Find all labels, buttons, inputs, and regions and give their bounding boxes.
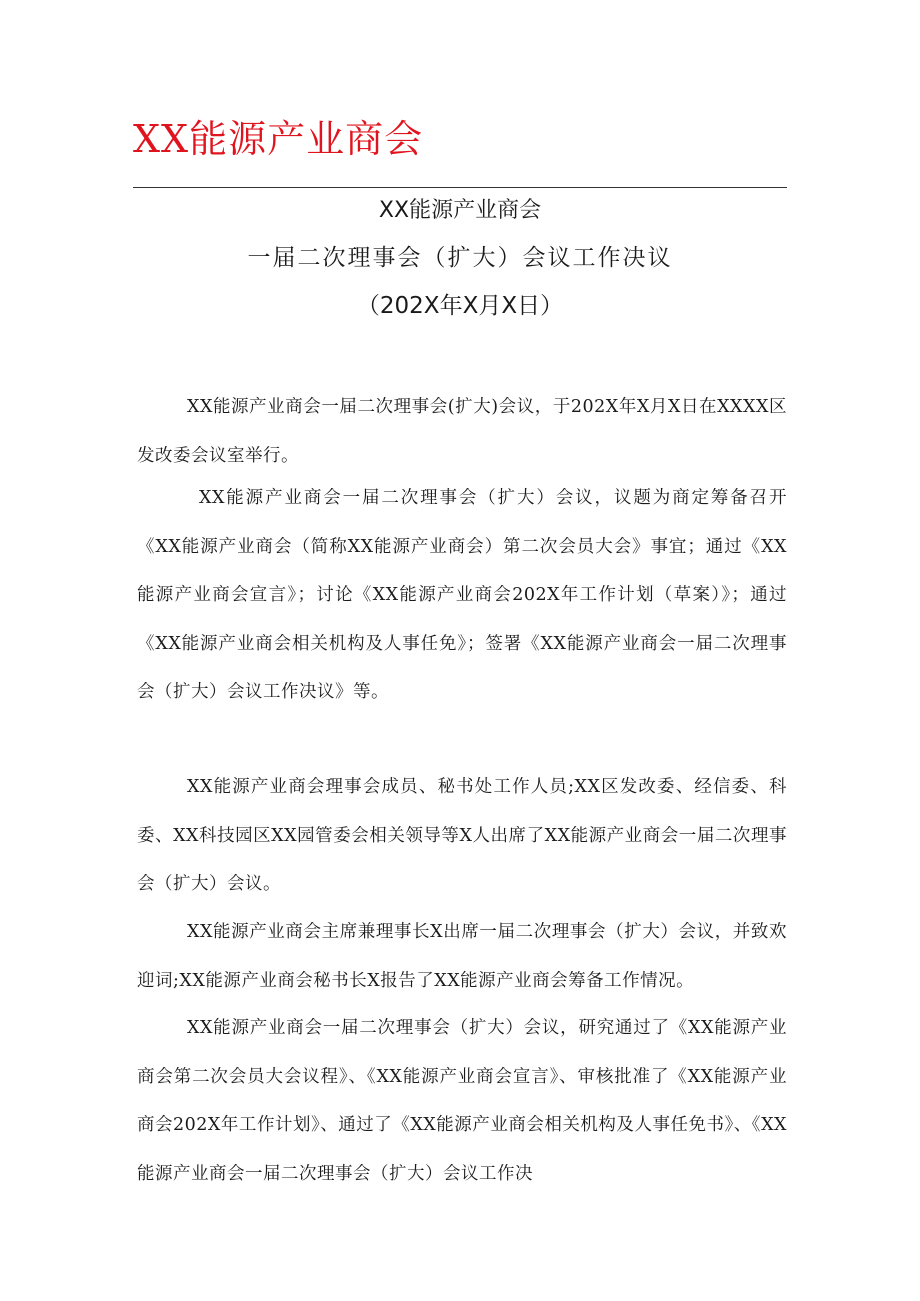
masthead-title: XX能源产业商会 xyxy=(133,117,424,161)
paragraph-meeting-info: XX能源产业商会一届二次理事会(扩大)会议，于202X年X月X日在XXXX区发改委会议室举行。 xyxy=(137,397,787,466)
paragraph-agenda: XX能源产业商会一届二次理事会（扩大）会议，议题为商定筹备召开《XX能源产业商会（简称XX能源产业商会）第二次会员大会》事宜；通过《XX能源产业商会宣言》；讨论《XX能源产业商会202X年工作计划（草案）》；通过《XX能源产业商会相关机构及人事任免》；签署《XX能源产业商会一届二次理事会（扩大）会议工作决议》等。 xyxy=(137,488,787,702)
document-meeting-title: 一届二次理事会（扩大）会议工作决议 xyxy=(247,245,673,271)
header-divider xyxy=(133,187,787,188)
paragraph-attendees: XX能源产业商会理事会成员、秘书处工作人员;XX区发改委、经信委、科委、XX科技园区XX园管委会相关领导等X人出席了XX能源产业商会一届二次理事会（扩大）会议。 xyxy=(137,777,787,894)
document-date: （202X年X月X日） xyxy=(356,293,564,319)
paragraph-speeches: XX能源产业商会主席兼理事长X出席一届二次理事会（扩大）会议，并致欢迎词;XX能源产业商会秘书长X报告了XX能源产业商会筹备工作情况。 xyxy=(137,922,787,991)
paragraph-resolutions: XX能源产业商会一届二次理事会（扩大）会议，研究通过了《XX能源产业商会第二次会员大会议程》、《XX能源产业商会宣言》、审核批准了《XX能源产业商会202X年工作计划》、通过了《XX能源产业商会相关机构及人事任免书》、《XX能源产业商会一届二次理事会（扩大）会议工作决 xyxy=(137,1018,787,1184)
document-org-title: XX能源产业商会 xyxy=(378,198,542,223)
